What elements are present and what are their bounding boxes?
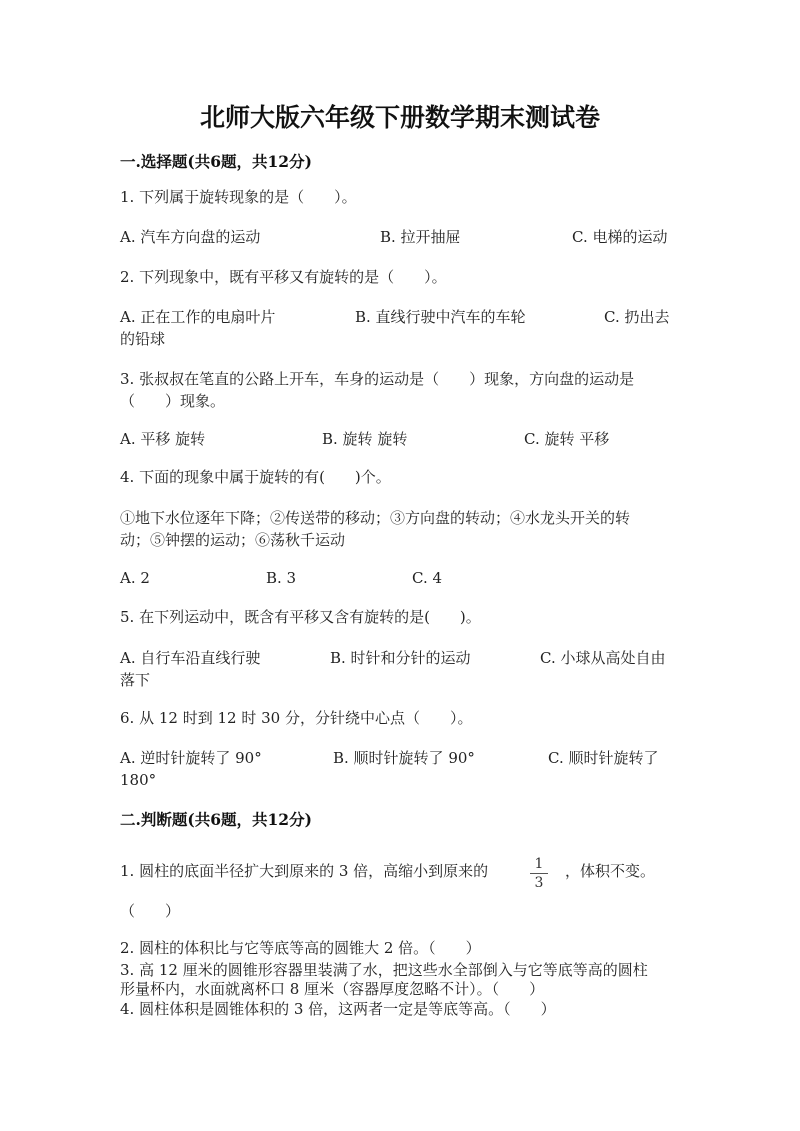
s1-q2-option-c-wrap: 的铅球: [120, 330, 166, 348]
s1-q3-option-c: C. 旋转 平移: [524, 430, 610, 448]
s1-q4-items-line2: 动；⑤钟摆的运动；⑥荡秋千运动: [120, 531, 346, 549]
s1-q5-option-c: C. 小球从高处自由: [540, 649, 666, 667]
s1-q3-stem-line2: （ ）现象。: [120, 392, 226, 410]
s2-q3-stem-line1: 3. 高 12 厘米的圆锥形容器里装满了水，把这些水全部倒入与它等底等高的圆柱: [120, 961, 648, 979]
s1-q4-stem: 4. 下面的现象中属于旋转的有( )个。: [120, 468, 391, 486]
s1-q6-stem: 6. 从 12 时到 12 时 30 分，分针绕中心点（ ）。: [120, 709, 473, 727]
page-title: 北师大版六年级下册数学期末测试卷: [199, 103, 600, 132]
fraction-bar: [530, 873, 548, 874]
fraction-denominator: 3: [534, 875, 544, 891]
s1-q5-option-b: B. 时针和分针的运动: [330, 649, 471, 667]
s2-q1-stem-end: ，体积不变。: [565, 862, 656, 880]
s1-q6-option-a: A. 逆时针旋转了 90°: [120, 749, 262, 767]
s1-q1-option-c: C. 电梯的运动: [572, 228, 668, 246]
s1-q4-option-b: B. 3: [266, 569, 297, 587]
s1-q2-option-b: B. 直线行驶中汽车的车轮: [355, 308, 526, 326]
s1-q5-option-a: A. 自行车沿直线行驶: [120, 649, 261, 667]
s1-q6-option-c: C. 顺时针旋转了: [548, 749, 659, 767]
s1-q4-option-c: C. 4: [412, 569, 443, 587]
s1-q4-option-a: A. 2: [120, 569, 150, 587]
s1-q1-option-a: A. 汽车方向盘的运动: [120, 228, 261, 246]
s2-q3-stem-line2: 形量杯内，水面就离杯口 8 厘米（容器厚度忽略不计）。（ ）: [120, 980, 545, 998]
s1-q5-stem: 5. 在下列运动中，既含有平移又含有旋转的是( )。: [120, 608, 481, 626]
fraction-numerator: 1: [534, 856, 544, 872]
s1-q2-option-c: C. 扔出去: [604, 308, 670, 326]
s1-q3-option-b: B. 旋转 旋转: [322, 430, 408, 448]
s1-q6-option-b: B. 顺时针旋转了 90°: [333, 749, 475, 767]
s2-q4-stem: 4. 圆柱体积是圆锥体积的 3 倍，这两者一定是等底等高。（ ）: [120, 1000, 556, 1018]
s2-q1-fraction: [528, 856, 550, 891]
s1-q2-option-a: A. 正在工作的电扇叶片: [120, 308, 276, 326]
s1-q6-option-c-wrap: 180°: [120, 771, 157, 789]
section1-heading: 一.选择题(共6题，共12分): [120, 152, 312, 171]
section2-heading: 二.判断题(共6题，共12分): [120, 810, 312, 829]
s1-q1-stem: 1. 下列属于旋转现象的是（ ）。: [120, 188, 357, 206]
s1-q5-option-c-wrap: 落下: [120, 671, 151, 689]
s1-q3-stem-line1: 3. 张叔叔在笔直的公路上开车，车身的运动是（ ）现象，方向盘的运动是: [120, 370, 635, 388]
s2-q1-stem: 1. 圆柱的底面半径扩大到原来的 3 倍，高缩小到原来的: [120, 862, 489, 880]
s1-q3-option-a: A. 平移 旋转: [120, 430, 206, 448]
s1-q1-option-b: B. 拉开抽屉: [380, 228, 461, 246]
s1-q4-items-line1: ①地下水位逐年下降；②传送带的移动；③方向盘的转动；④水龙头开关的转: [120, 509, 631, 527]
s1-q2-stem: 2. 下列现象中，既有平移又有旋转的是（ ）。: [120, 268, 447, 286]
s2-q2-stem: 2. 圆柱的体积比与它等底等高的圆锥大 2 倍。（ ）: [120, 939, 481, 957]
s2-q1-answer-paren: （ ）: [120, 902, 181, 920]
